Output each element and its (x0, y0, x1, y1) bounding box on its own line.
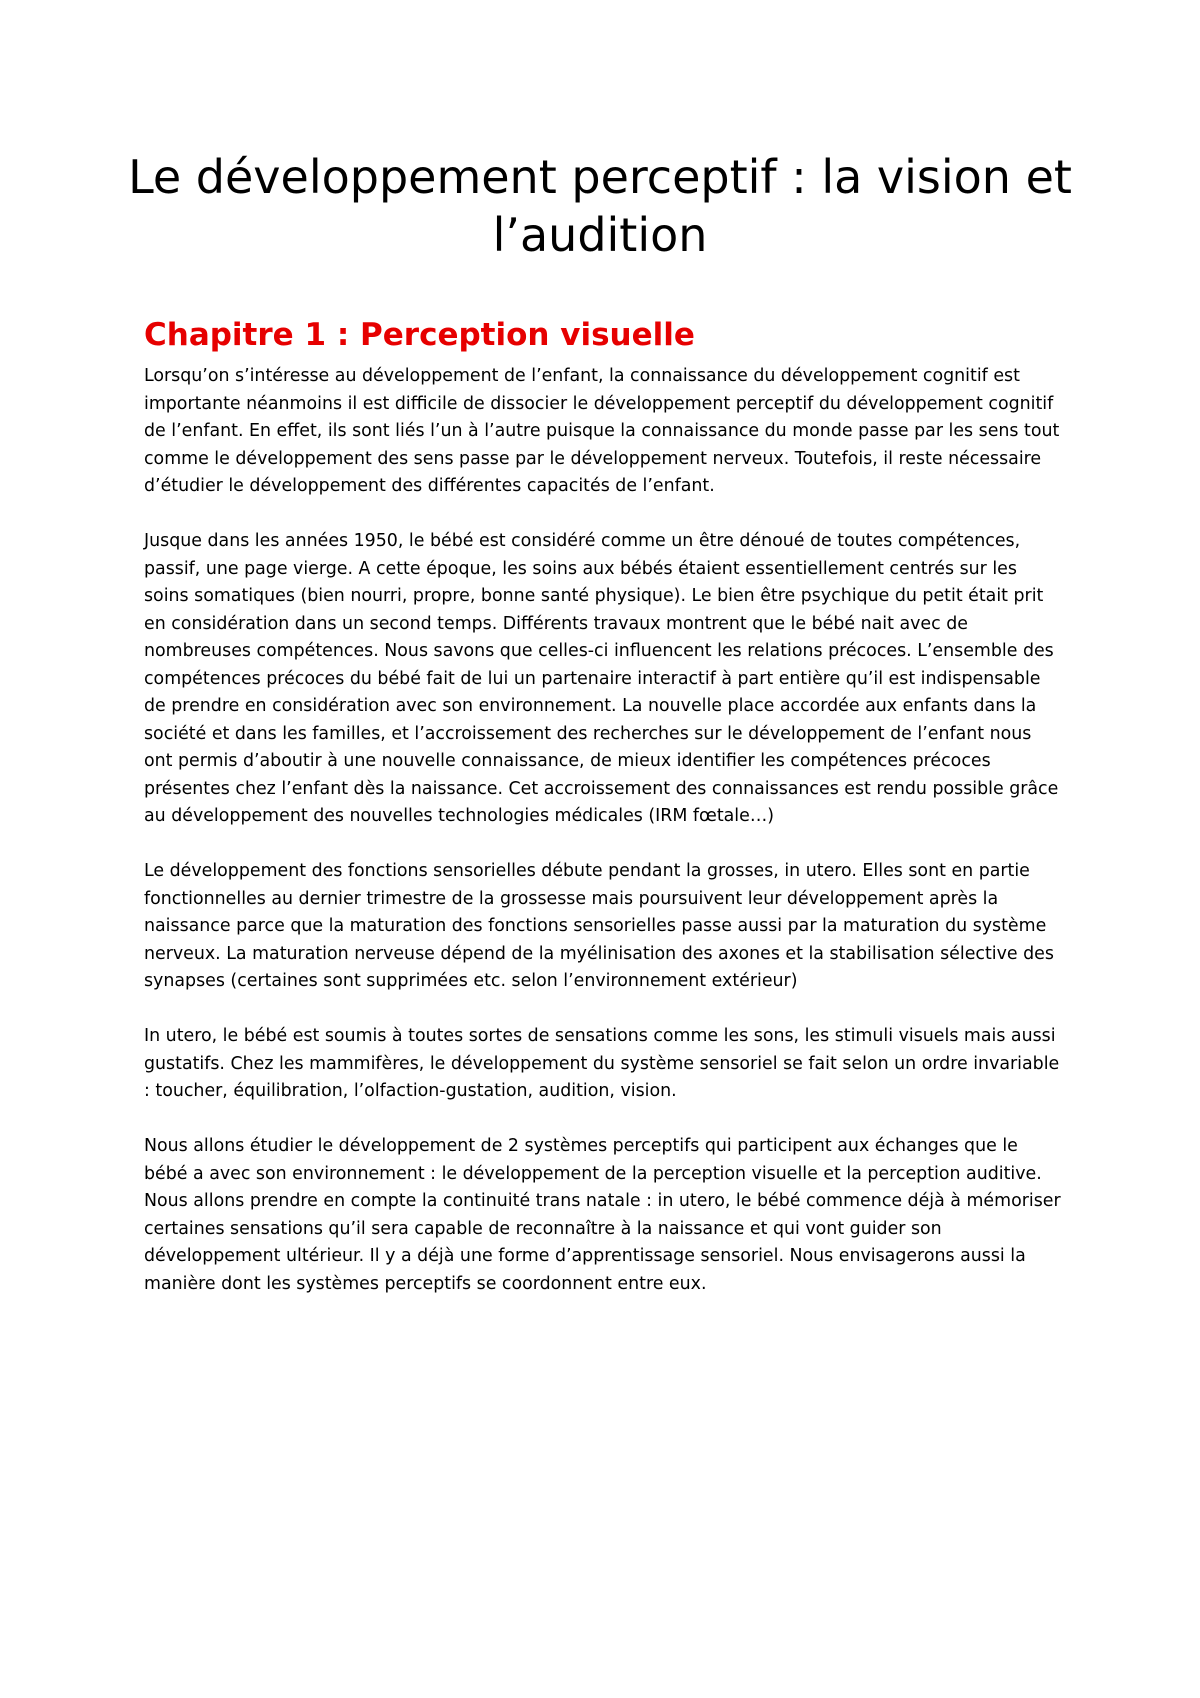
document-body (144, 363, 1062, 1326)
paragraph-intro: Lorsqu’on s’intéresse au développement de l’enfant, la connaissance du développement cognitif est importante néanmoins il est difficile de dissocier le développement perceptif du développement cognitif de l’enfant. En effet, ils sont liés l’un à l’autre puisque la connaissance du monde passe par les sens tout comme le développement des sens passe par le développement nerveux. Toutefois, il reste nécessaire d’étudier le développement des différentes capacités de l’enfant. (144, 366, 1060, 496)
paragraph-history: Jusque dans les années 1950, le bébé est considéré comme un être dénoué de toutes compétences, passif, une page vierge. A cette époque, les soins aux bébés étaient essentiellement centrés sur les soins somatiques (bien nourri, propre, bonne santé physique). Le bien être psychique du petit était prit en considération dans un second temps. Différents travaux montrent que le bébé nait avec de nombreuses compétences. Nous savons que celles-ci influencent les relations précoces. L’ensemble des compétences précoces du bébé fait de lui un partenaire interactif à part entière qu’il est indispensable de prendre en considération avec son environnement. La nouvelle place accordée aux enfants dans la société et dans les familles, et l’accroissement des recherches sur le développement de l’enfant nous ont permis d’aboutir à une nouvelle connaissance, de mieux identifier les compétences précoces présentes chez l’enfant dès la naissance. Cet accroissement des connaissances est rendu possible grâce au développement des nouvelles technologies médicales (IRM fœtale…) (144, 531, 1059, 826)
chapter-heading: Chapitre 1 : Perception visuelle (144, 317, 695, 353)
paragraph-sensory-functions: Le développement des fonctions sensorielles débute pendant la grosses, in utero. Elles sont en partie fonctionnelles au dernier trimestre de la grossesse mais poursuivent leur développement après la naissance parce que la maturation des fonctions sensorielles passe aussi par la maturation du système nerveux. La maturation nerveuse dépend de la myélinisation des axones et la stabilisation sélective des synapses (certaines sont supprimées etc. selon l’environnement extérieur) (144, 861, 1054, 991)
paragraph-continuity: Nous allons prendre en compte la continuité trans natale : in utero, le bébé commence déjà à mémoriser certaines sensations qu’il sera capable de reconnaître à la naissance et qui vont guider son développement ultérieur. Il y a déjà une forme d’apprentissage sensoriel. Nous envisagerons aussi la manière dont les systèmes perceptifs se coordonnent entre eux. (144, 1191, 1061, 1294)
paragraph-study-plan: Nous allons étudier le développement de 2 systèmes perceptifs qui participent aux échanges que le bébé a avec son environnement : le développement de la perception visuelle et la perception auditive. (144, 1136, 1042, 1184)
paragraph-in-utero: In utero, le bébé est soumis à toutes sortes de sensations comme les sons, les stimuli visuels mais aussi gustatifs. Chez les mammifères, le développement du système sensoriel se fait selon un ordre invariable : toucher, équilibration, l’olfaction-gustation, audition, vision. (144, 1026, 1060, 1101)
document-title: Le développement perceptif : la vision et l’audition (128, 150, 1072, 262)
